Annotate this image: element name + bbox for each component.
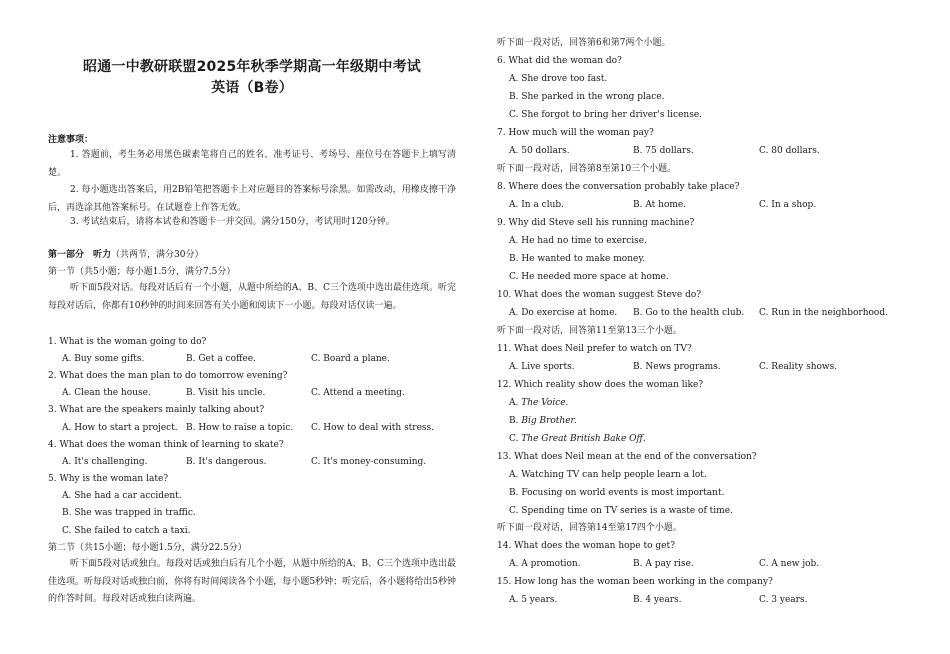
q1-option-b: B. Get a coffee. [186, 354, 256, 364]
q12-option-a-prefix: A. [509, 398, 522, 408]
part1-heading [48, 250, 203, 261]
question-5: 5. Why is the woman late? [48, 474, 169, 484]
q12-option-b-text: Big Brother. [521, 416, 577, 426]
q12-option-a [509, 398, 568, 409]
question-2: 2. What does the man plan to do tomorrow evening? [48, 371, 288, 381]
question-7: 7. How much will the woman pay? [497, 128, 654, 138]
q9-option-a: A. He had no time to exercise. [509, 236, 647, 246]
q12-option-c-text: The Great British Bake Off. [521, 434, 646, 444]
q11-option-c: C. Reality shows. [759, 362, 838, 372]
q12-option-c-prefix: C. [509, 434, 522, 444]
q11-option-b: B. News programs. [633, 362, 721, 372]
q1-option-c: C. Board a plane. [311, 354, 390, 364]
q3-option-a: A. How to start a project. [62, 423, 178, 433]
q3-option-b: B. How to raise a topic. [186, 423, 294, 433]
section1-instructions: 听下面5段对话。每段对话后有一个小题，从题中所给的A、B、C三个选项中选出最佳选项。听完每段对话后，你都有10秒钟的时间来回答有关小题和阅读下一小题。每段对话仅读一遍。 [48, 283, 456, 311]
q4-option-a: A. It's challenging. [62, 457, 148, 467]
q6-option-c: C. She forgot to bring her driver's license. [509, 110, 703, 120]
q6-option-a: A. She drove too fast. [509, 74, 608, 84]
exam-subtitle: 英语（B卷） [211, 80, 293, 96]
question-4: 4. What does the woman think of learning to skate? [48, 440, 284, 450]
q2-option-a: A. Clean the house. [62, 388, 151, 398]
q10-option-b: B. Go to the health club. [633, 308, 745, 318]
q8-option-a: A. In a club. [509, 200, 564, 210]
question-15: 15. How long has the woman been working in the company? [497, 577, 773, 587]
question-3: 3. What are the speakers mainly talking about? [48, 405, 265, 415]
q7-option-a: A. 50 dollars. [509, 146, 570, 156]
q1-option-a: A. Buy some gifts. [62, 354, 145, 364]
q15-option-b: B. 4 years. [633, 595, 682, 605]
q14-option-b: B. A pay rise. [633, 559, 694, 569]
q8-option-b: B. At home. [633, 200, 687, 210]
notice-item-2: 2. 每小题选出答案后，用2B铅笔把答题卡上对应题目的答案标号涂黑。如需改动，用橡皮擦干净后，再选涂其他答案标号。在试题卷上作答无效。 [48, 185, 456, 213]
q13-option-b: B. Focusing on world events is most important. [509, 488, 725, 498]
q2-option-b: B. Visit his uncle. [186, 388, 266, 398]
q5-option-c: C. She failed to catch a taxi. [62, 526, 191, 536]
q8-option-c: C. In a shop. [759, 200, 817, 210]
q10-option-a: A. Do exercise at home. [509, 308, 618, 318]
q14-option-a: A. A promotion. [509, 559, 581, 569]
q6-option-b: B. She parked in the wrong place. [509, 92, 665, 102]
part1-heading-bold: 第一部分 听力 [48, 250, 112, 260]
part1-heading-rest: （共两节，满分30分） [111, 250, 204, 260]
q10-option-c: C. Run in the neighborhood. [759, 308, 888, 318]
question-11: 11. What does Neil prefer to watch on TV? [497, 344, 692, 354]
notice-item-3: 3. 考试结束后，请将本试卷和答题卡一并交回。满分150分，考试用时120分钟。 [70, 217, 395, 227]
q15-option-a: A. 5 years. [509, 595, 558, 605]
exam-title: 昭通一中教研联盟2025年秋季学期高一年级期中考试 [83, 59, 421, 75]
q12-option-b [509, 416, 577, 427]
q11-option-a: A. Live sports. [509, 362, 575, 372]
intro-14-17: 听下面一段对话，回答第14至第17四个小题。 [497, 523, 682, 533]
question-13: 13. What does Neil mean at the end of the conversation? [497, 452, 757, 462]
q2-option-c: C. Attend a meeting. [311, 388, 405, 398]
question-9: 9. Why did Steve sell his running machine? [497, 218, 695, 228]
intro-11-13: 听下面一段对话，回答第11至第13三个小题。 [497, 326, 682, 336]
q12-option-a-text: The Voice. [521, 398, 569, 408]
q12-option-c [509, 434, 646, 445]
question-12: 12. Which reality show does the woman like? [497, 380, 704, 390]
q13-option-c: C. Spending time on TV series is a waste of time. [509, 506, 733, 516]
section2-instructions: 听下面5段对话或独白。每段对话或独白后有几个小题，从题中所给的A、B、C三个选项中选出最佳选项。听每段对话或独白前，你将有时间阅读各个小题，每小题5秒钟；听完后，各小题将给出5秒钟的作答时间。每段对话或独白读两遍。 [48, 559, 456, 604]
q13-option-a: A. Watching TV can help people learn a lot. [509, 470, 707, 480]
q3-option-c: C. How to deal with stress. [311, 423, 435, 433]
q9-option-c: C. He needed more space at home. [509, 272, 669, 282]
q5-option-b: B. She was trapped in traffic. [62, 508, 196, 518]
notice-item-1: 1. 答题前，考生务必用黑色碳素笔将自己的姓名、准考证号、考场号、座位号在答题卡上填写清楚。 [48, 150, 456, 178]
q12-option-b-prefix: B. [509, 416, 522, 426]
question-1: 1. What is the woman going to do? [48, 337, 207, 347]
intro-8-10: 听下面一段对话，回答第8至第10三个小题。 [497, 164, 677, 174]
q15-option-c: C. 3 years. [759, 595, 808, 605]
q7-option-b: B. 75 dollars. [633, 146, 694, 156]
intro-6-7: 听下面一段对话，回答第6和第7两个小题。 [497, 38, 671, 48]
section1-heading: 第一节（共5小题；每小题1.5分，满分7.5分） [48, 267, 236, 277]
notice-heading: 注意事项： [48, 135, 94, 145]
question-14: 14. What does the woman hope to get? [497, 541, 675, 551]
q4-option-b: B. It's dangerous. [186, 457, 267, 467]
q9-option-b: B. He wanted to make money. [509, 254, 646, 264]
q14-option-c: C. A new job. [759, 559, 820, 569]
question-6: 6. What did the woman do? [497, 56, 622, 66]
q4-option-c: C. It's money-consuming. [311, 457, 427, 467]
question-10: 10. What does the woman suggest Steve do? [497, 290, 702, 300]
q5-option-a: A. She had a car accident. [62, 491, 182, 501]
q7-option-c: C. 80 dollars. [759, 146, 820, 156]
question-8: 8. Where does the conversation probably take place? [497, 182, 740, 192]
section2-heading: 第二节（共15小题；每小题1.5分，满分22.5分） [48, 543, 247, 553]
